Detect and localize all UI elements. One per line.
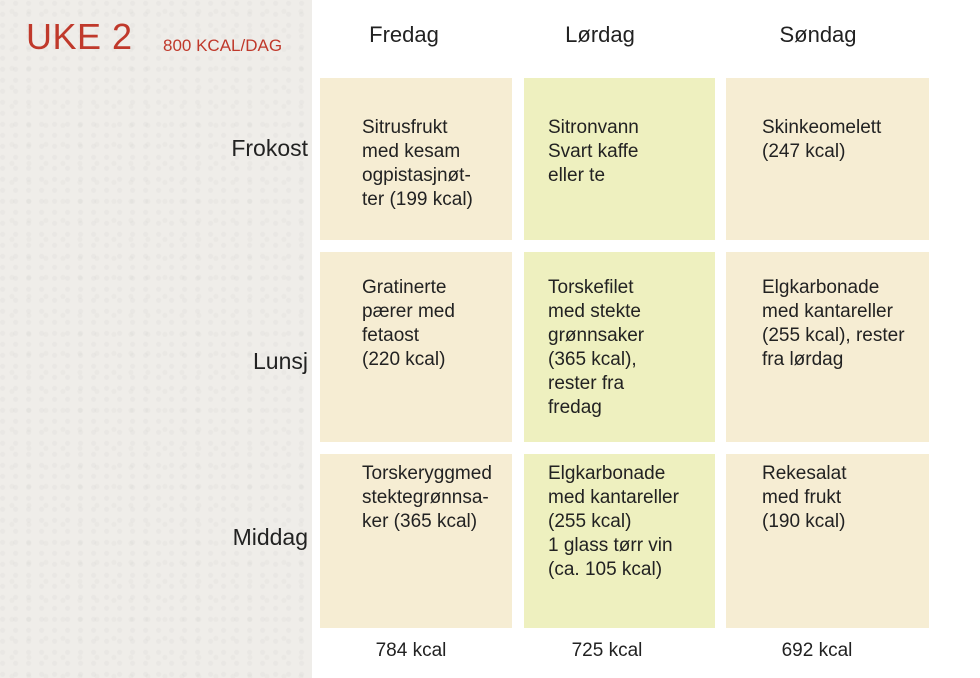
- meal-line: med kesam: [362, 141, 461, 162]
- meal-line: Torskefilet: [548, 277, 634, 298]
- page-title: UKE 2: [26, 16, 133, 57]
- meal-line: (190 kcal): [762, 511, 846, 532]
- meal-line: Skinkeomelett: [762, 117, 882, 138]
- meal-line: Sitronvann: [548, 117, 639, 138]
- meal-line: Rekesalat: [762, 463, 847, 484]
- meal-line: (220 kcal): [362, 349, 446, 370]
- meal-cell: [524, 78, 715, 240]
- meal-line: Elgkarbonade: [548, 463, 666, 484]
- meal-cell: [726, 252, 929, 442]
- meal-line: med kantareller: [762, 301, 893, 322]
- meal-line: Elgkarbonade: [762, 277, 880, 298]
- meal-line: fetaost: [362, 325, 420, 346]
- meal-line: Torskeryggmed: [362, 463, 492, 484]
- meal-line: fredag: [548, 397, 602, 418]
- meal-cell: [524, 252, 715, 442]
- total-sondag: 692 kcal: [781, 640, 853, 661]
- meal-line: stektegrønnsa-: [362, 487, 489, 508]
- meal-line: (ca. 105 kcal): [548, 559, 663, 580]
- column-header-lordag: Lørdag: [565, 22, 635, 47]
- total-fredag: 784 kcal: [375, 640, 447, 661]
- meal-cell: [320, 252, 512, 442]
- meal-cell: [320, 78, 512, 240]
- meal-line: 1 glass tørr vin: [548, 535, 673, 556]
- meal-cell: [726, 454, 929, 628]
- meal-line: (255 kcal), rester: [762, 325, 905, 346]
- meal-line: ker (365 kcal): [362, 511, 478, 532]
- meal-line: (247 kcal): [762, 141, 846, 162]
- meal-line: eller te: [548, 165, 606, 186]
- row-label-middag: Middag: [232, 524, 308, 550]
- meal-cell: [524, 454, 715, 628]
- meal-line: Sitrusfrukt: [362, 117, 448, 138]
- meal-line: med kantareller: [548, 487, 679, 508]
- meal-line: rester fra: [548, 373, 625, 394]
- meal-line: grønnsaker: [548, 325, 645, 346]
- meal-cell: [726, 78, 929, 240]
- meal-line: ogpistasjnøt-: [362, 165, 471, 186]
- meal-line: Svart kaffe: [548, 141, 639, 162]
- column-header-sondag: Søndag: [779, 22, 857, 47]
- meal-line: (365 kcal),: [548, 349, 637, 370]
- column-header-fredag: Fredag: [369, 22, 439, 47]
- row-label-lunsj: Lunsj: [253, 348, 308, 374]
- meal-line: Gratinerte: [362, 277, 447, 298]
- total-lordag: 725 kcal: [571, 640, 643, 661]
- meal-cell: [320, 454, 512, 628]
- page-subtitle: 800 KCAL/DAG: [163, 36, 283, 55]
- meal-line: pærer med: [362, 301, 455, 322]
- meal-line: ter (199 kcal): [362, 189, 473, 210]
- meal-line: fra lørdag: [762, 349, 844, 370]
- meal-line: med frukt: [762, 487, 842, 508]
- meal-line: med stekte: [548, 301, 641, 322]
- row-label-frokost: Frokost: [231, 135, 308, 161]
- meal-line: (255 kcal): [548, 511, 632, 532]
